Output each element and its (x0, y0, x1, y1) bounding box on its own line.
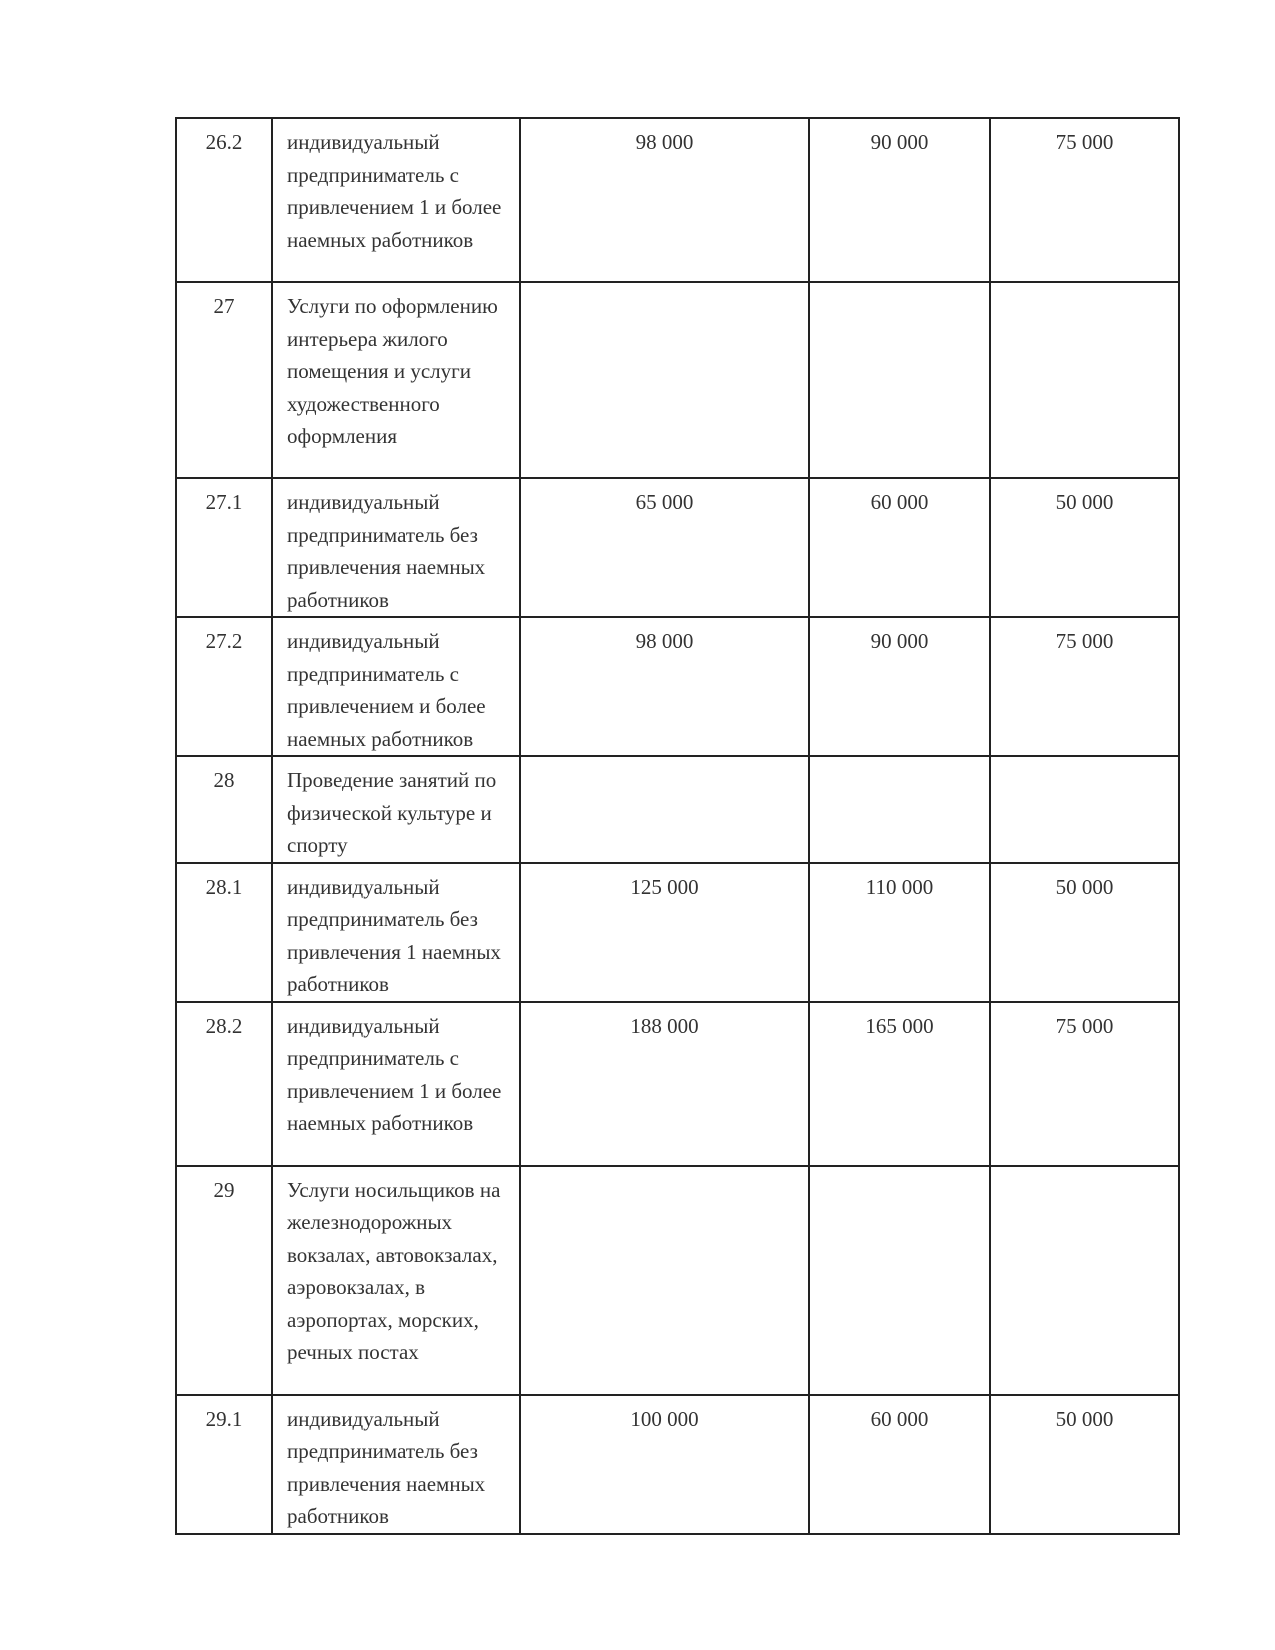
row-description: индивидуальный предприниматель без привлечения 1 наемных работников (272, 863, 520, 1002)
value-col-2: 60 000 (809, 1395, 990, 1534)
value-col-1: 98 000 (520, 617, 809, 756)
value-col-1 (520, 756, 809, 863)
value-col-3 (990, 1166, 1179, 1395)
value-col-3: 75 000 (990, 118, 1179, 282)
row-number: 27.1 (176, 478, 272, 617)
row-number: 29.1 (176, 1395, 272, 1534)
value-col-1: 65 000 (520, 478, 809, 617)
row-description: индивидуальный предприниматель с привлечением и более наемных работников (272, 617, 520, 756)
value-col-2 (809, 1166, 990, 1395)
row-number: 27.2 (176, 617, 272, 756)
row-number: 29 (176, 1166, 272, 1395)
row-description: Услуги по оформлению интерьера жилого помещения и услуги художественного оформления (272, 282, 520, 478)
value-col-3: 50 000 (990, 863, 1179, 1002)
value-col-1: 125 000 (520, 863, 809, 1002)
row-description: Проведение занятий по физической культуре и спорту (272, 756, 520, 863)
value-col-1: 188 000 (520, 1002, 809, 1166)
row-number: 28.2 (176, 1002, 272, 1166)
table-row (176, 282, 1179, 478)
value-col-3 (990, 756, 1179, 863)
table-row (176, 1395, 1179, 1534)
value-col-1: 100 000 (520, 1395, 809, 1534)
value-col-2 (809, 282, 990, 478)
value-col-3: 50 000 (990, 1395, 1179, 1534)
value-col-2: 90 000 (809, 118, 990, 282)
table-row (176, 118, 1179, 282)
row-description: индивидуальный предприниматель без привлечения наемных работников (272, 478, 520, 617)
value-col-2: 110 000 (809, 863, 990, 1002)
value-col-3: 75 000 (990, 1002, 1179, 1166)
row-description: индивидуальный предприниматель с привлечением 1 и более наемных работников (272, 1002, 520, 1166)
row-number: 27 (176, 282, 272, 478)
row-description: индивидуальный предприниматель без привлечения наемных работников (272, 1395, 520, 1534)
value-col-2 (809, 756, 990, 863)
table-row (176, 863, 1179, 1002)
table-row (176, 478, 1179, 617)
tariff-table (175, 117, 1180, 1535)
value-col-2: 60 000 (809, 478, 990, 617)
table-row (176, 617, 1179, 756)
value-col-1 (520, 282, 809, 478)
value-col-1: 98 000 (520, 118, 809, 282)
value-col-3 (990, 282, 1179, 478)
value-col-3: 75 000 (990, 617, 1179, 756)
row-number: 28.1 (176, 863, 272, 1002)
value-col-2: 90 000 (809, 617, 990, 756)
row-description: индивидуальный предприниматель с привлечением 1 и более наемных работников (272, 118, 520, 282)
value-col-3: 50 000 (990, 478, 1179, 617)
row-number: 26.2 (176, 118, 272, 282)
row-number: 28 (176, 756, 272, 863)
row-description: Услуги носильщиков на железнодорожных вокзалах, автовокзалах, аэровокзалах, в аэропортах, морских, речных постах (272, 1166, 520, 1395)
table-row (176, 1166, 1179, 1395)
table-row (176, 1002, 1179, 1166)
table-row (176, 756, 1179, 863)
value-col-2: 165 000 (809, 1002, 990, 1166)
value-col-1 (520, 1166, 809, 1395)
